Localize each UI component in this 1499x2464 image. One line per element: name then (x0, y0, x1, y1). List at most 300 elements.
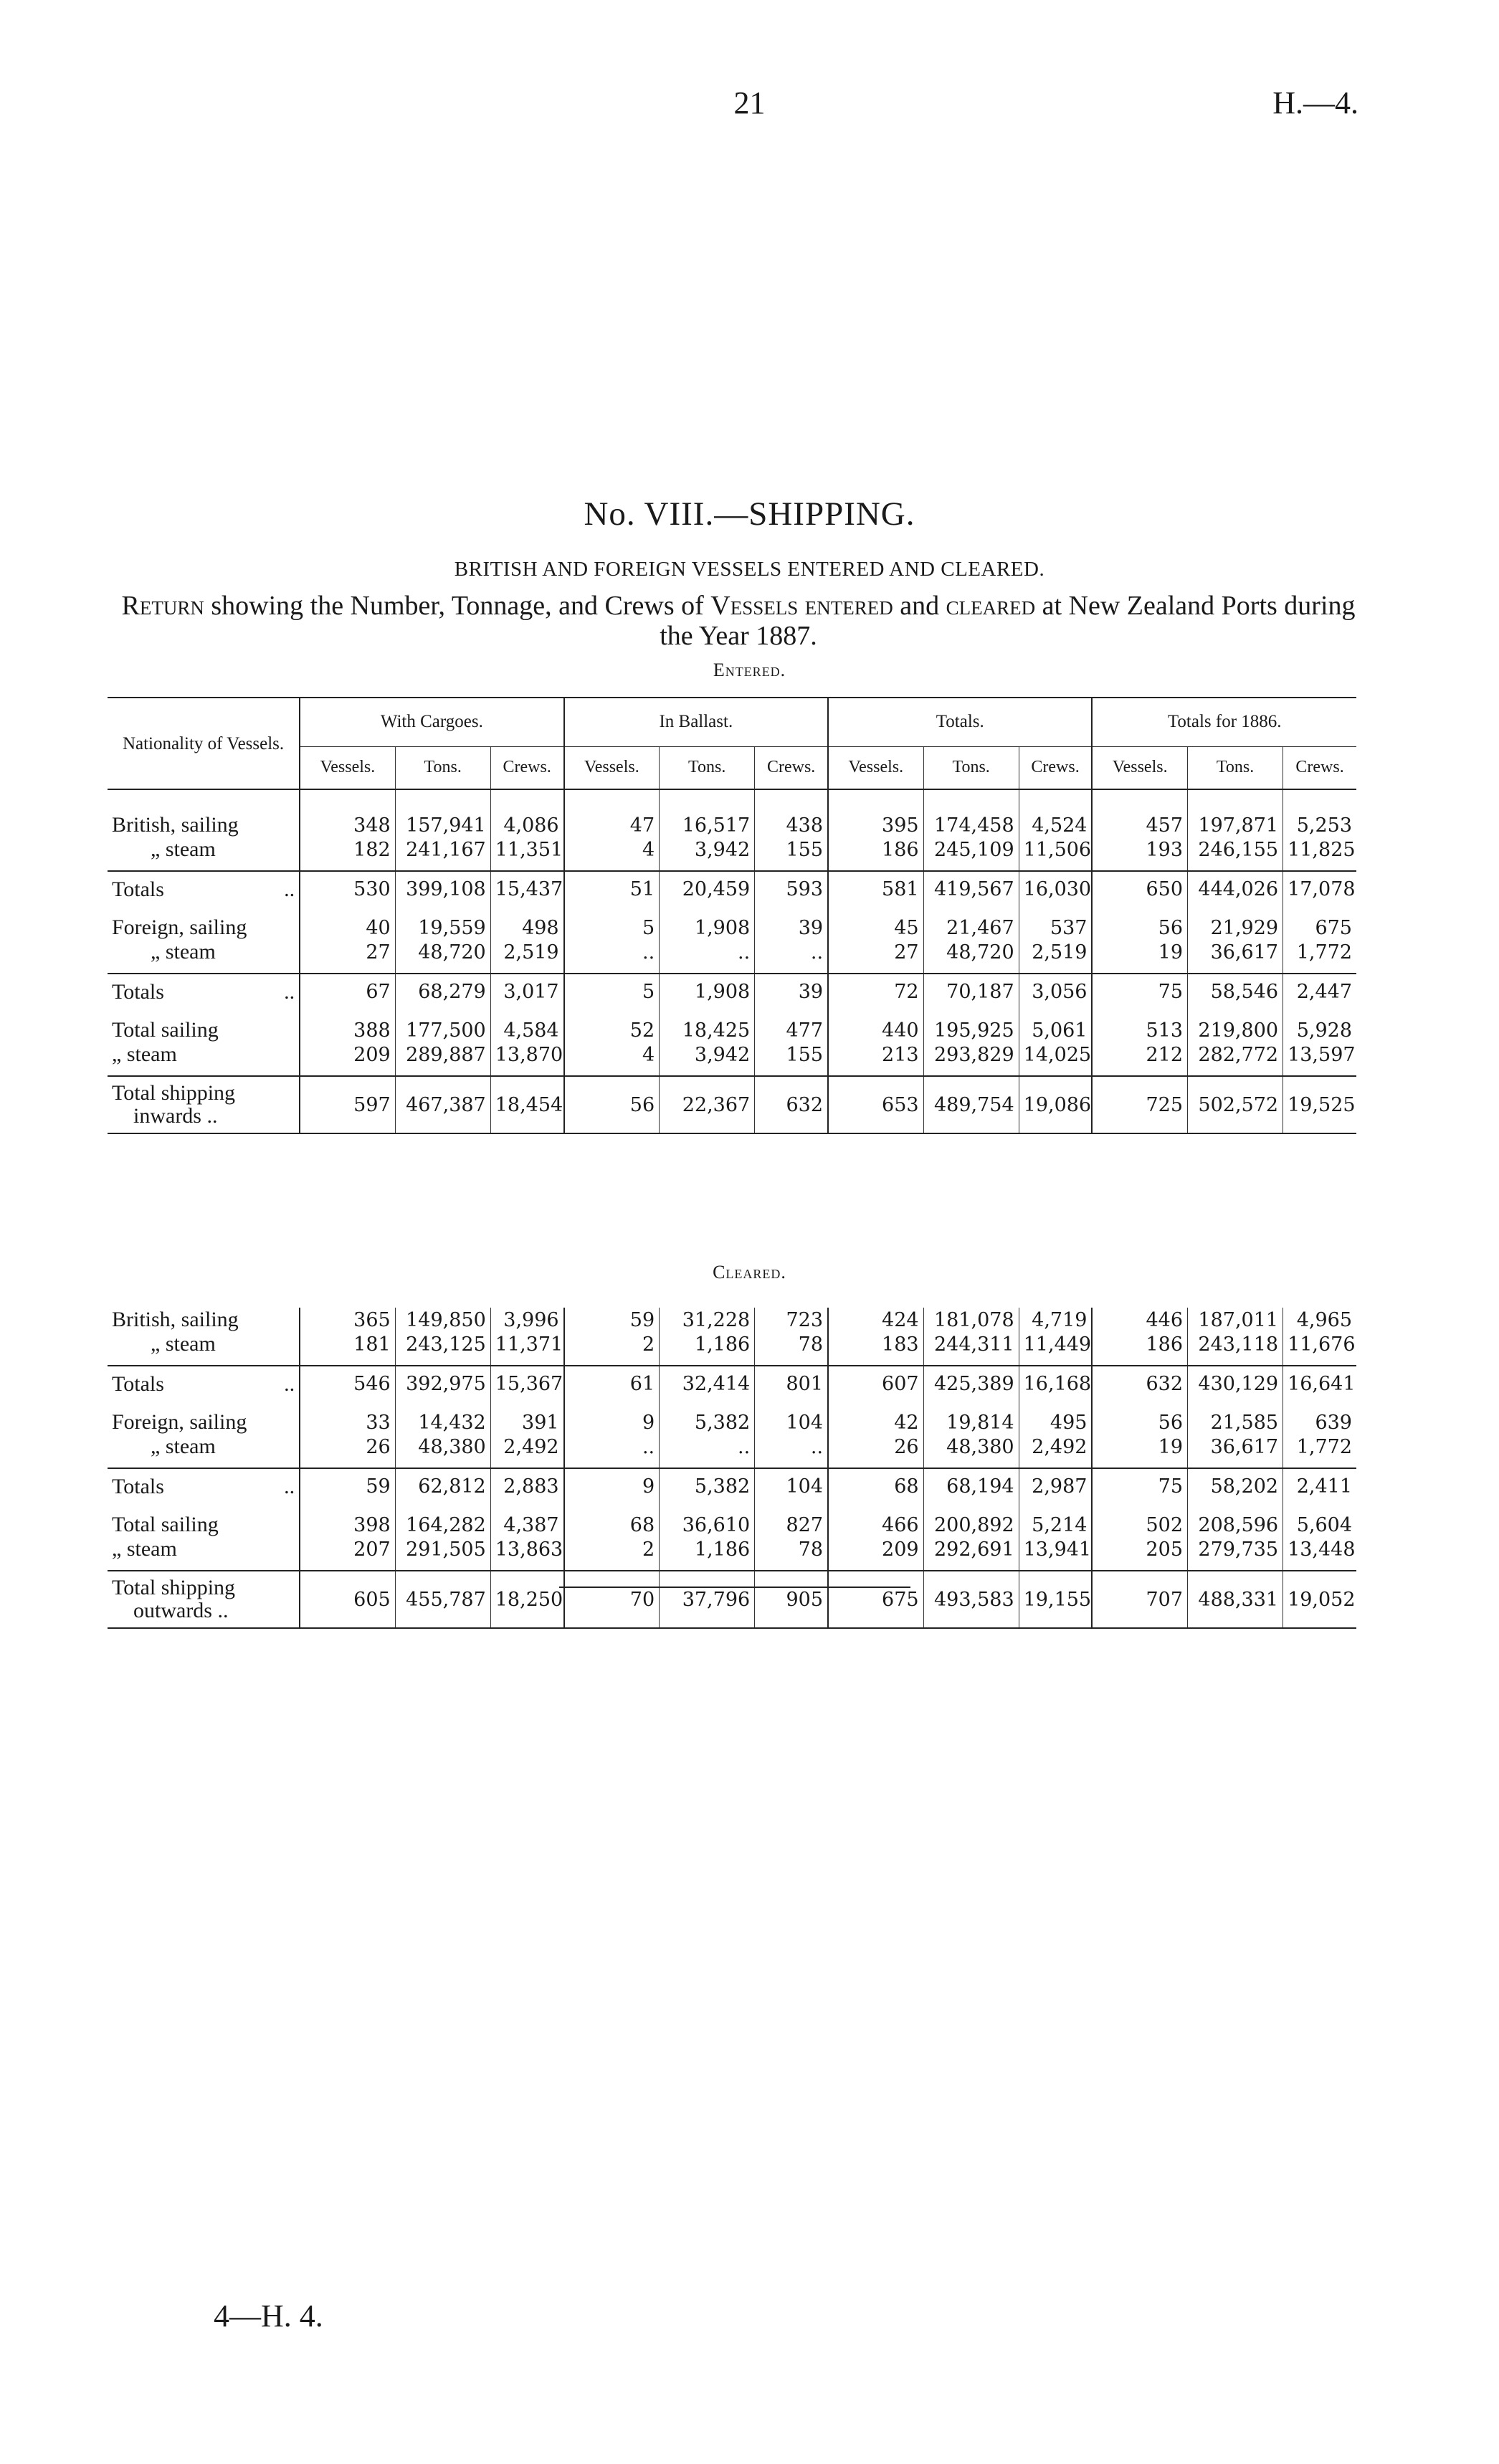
spacer-row (108, 1067, 1356, 1076)
sub-crews: Crews. (1019, 746, 1092, 789)
table-cell: 177,500 (395, 1018, 490, 1042)
table-cell: 19,559 (395, 915, 490, 940)
table-cell: 282,772 (1188, 1042, 1283, 1067)
sub-crews: Crews. (490, 746, 563, 789)
table-cell: 2,519 (490, 940, 563, 964)
group-totals-1886: Totals for 1886. (1092, 698, 1356, 746)
row-label: „ steam (112, 1537, 177, 1561)
table-cell: 68 (564, 1513, 660, 1537)
row-label-text: Totals (112, 979, 164, 1004)
spacer-row (108, 1402, 1356, 1410)
table-cell: 42 (828, 1410, 923, 1435)
page-title: No. VIII.—SHIPPING. (584, 495, 915, 533)
table-cell: 395 (828, 813, 923, 837)
table-cell: 289,887 (395, 1042, 490, 1067)
table-cell: 68 (828, 1468, 923, 1504)
table-cell: 489,754 (923, 1076, 1019, 1133)
table-cell: 14,432 (395, 1410, 490, 1435)
table-row (108, 837, 1356, 862)
table-cell: 477 (755, 1018, 828, 1042)
entered-table (108, 697, 1356, 1134)
table-cell: 675 (828, 1571, 923, 1628)
table-cell: 11,371 (490, 1332, 563, 1356)
table-cell: 181,078 (923, 1308, 1019, 1332)
table-cell: 48,380 (395, 1435, 490, 1459)
cleared-table (108, 1308, 1356, 1629)
row-label: Total sailing (112, 1018, 219, 1042)
table-cell: 2,519 (1019, 940, 1092, 964)
table-cell: 56 (564, 1076, 660, 1133)
table-cell: 70,187 (923, 974, 1019, 1009)
row-label (108, 974, 300, 1009)
table-cell: 13,448 (1283, 1537, 1356, 1561)
table-cell: 4,524 (1019, 813, 1092, 837)
table-cell: 22,367 (660, 1076, 755, 1133)
table-cell: 183 (828, 1332, 923, 1356)
table-cell: 155 (755, 837, 828, 862)
table-cell: 5,382 (660, 1468, 755, 1504)
table-cell: 18,425 (660, 1018, 755, 1042)
nationality-header: Nationality of Vessels. (108, 698, 300, 789)
return-cleared: cleared (946, 591, 1036, 621)
table-cell: 245,109 (923, 837, 1019, 862)
table-cell: 513 (1092, 1018, 1187, 1042)
table-cell: 58,202 (1188, 1468, 1283, 1504)
table-cell: 398 (300, 1513, 395, 1537)
table-cell: 78 (755, 1537, 828, 1561)
row-label-dots: .. (284, 1474, 295, 1498)
row-label: „ steam (112, 1042, 177, 1066)
table-cell: 26 (828, 1435, 923, 1459)
row-label-text: Totals (112, 877, 164, 901)
table-cell: 15,367 (490, 1366, 563, 1402)
table-cell: 195,925 (923, 1018, 1019, 1042)
table-cell: 13,941 (1019, 1537, 1092, 1561)
table-cell: 48,720 (395, 940, 490, 964)
table-cell: 70 (564, 1571, 660, 1628)
row-label-text: Totals (112, 1371, 164, 1396)
table-cell: 5,928 (1283, 1018, 1356, 1042)
table-cell: 581 (828, 871, 923, 907)
table-cell: 2,411 (1283, 1468, 1356, 1504)
table-cell: 18,250 (490, 1571, 563, 1628)
table-cell: 3,017 (490, 974, 563, 1009)
table-cell: 164,282 (395, 1513, 490, 1537)
table-cell: 19 (1092, 940, 1187, 964)
table-cell: 193 (1092, 837, 1187, 862)
table-cell: 5,061 (1019, 1018, 1092, 1042)
table-cell: 18,454 (490, 1076, 563, 1133)
table-cell: 13,597 (1283, 1042, 1356, 1067)
table-cell: 607 (828, 1366, 923, 1402)
table-cell: 20,459 (660, 871, 755, 907)
spacer-row (108, 862, 1356, 871)
table-cell: 200,892 (923, 1513, 1019, 1537)
table-cell: 208,596 (1188, 1513, 1283, 1537)
table-row (108, 1366, 1356, 1402)
sub-vessels: Vessels. (828, 746, 923, 789)
table-row (108, 1468, 1356, 1504)
table-cell: 19,086 (1019, 1076, 1092, 1133)
row-label-line1: Total shipping (112, 1576, 236, 1599)
page-number: 21 (733, 85, 766, 120)
table-cell: 725 (1092, 1076, 1187, 1133)
table-cell: 48,720 (923, 940, 1019, 964)
table-cell: 104 (755, 1468, 828, 1504)
table-cell: 33 (300, 1410, 395, 1435)
return-lead: Return (121, 591, 204, 621)
row-label: British, sailing (112, 813, 239, 837)
table-cell: 16,168 (1019, 1366, 1092, 1402)
table-cell: 419,567 (923, 871, 1019, 907)
table-cell: 498 (490, 915, 563, 940)
table-cell: 36,617 (1188, 1435, 1283, 1459)
table-row (108, 1410, 1356, 1435)
table-cell: 546 (300, 1366, 395, 1402)
table-cell: 639 (1283, 1410, 1356, 1435)
table-cell: 2,883 (490, 1468, 563, 1504)
section-rule (559, 1587, 910, 1588)
table-cell: 467,387 (395, 1076, 490, 1133)
table-cell: 37,796 (660, 1571, 755, 1628)
row-label-dots: .. (284, 979, 295, 1004)
spacer-row (108, 1009, 1356, 1018)
table-cell: 292,691 (923, 1537, 1019, 1561)
table-cell: 2,447 (1283, 974, 1356, 1009)
row-label: „ steam (151, 837, 216, 861)
table-cell: 723 (755, 1308, 828, 1332)
table-cell: 1,186 (660, 1537, 755, 1561)
spacer-row (108, 907, 1356, 915)
table-row (108, 1571, 1356, 1628)
table-cell: 1,772 (1283, 1435, 1356, 1459)
table-cell: 62,812 (395, 1468, 490, 1504)
table-cell: 9 (564, 1410, 660, 1435)
return-entered: Vessels entered (710, 591, 893, 621)
table-cell: 181 (300, 1332, 395, 1356)
table-cell: 27 (300, 940, 395, 964)
table-cell: 446 (1092, 1308, 1187, 1332)
table-cell: 11,449 (1019, 1332, 1092, 1356)
table-cell: 605 (300, 1571, 395, 1628)
table-cell: 2,492 (1019, 1435, 1092, 1459)
group-with-cargoes: With Cargoes. (300, 698, 563, 746)
table-cell: 182 (300, 837, 395, 862)
sub-tons: Tons. (1188, 746, 1283, 789)
spacer-row (108, 1356, 1356, 1366)
table-cell: 2 (564, 1332, 660, 1356)
table-cell: 155 (755, 1042, 828, 1067)
table-row (108, 1308, 1356, 1332)
table-cell: 207 (300, 1537, 395, 1561)
table-cell: 4,719 (1019, 1308, 1092, 1332)
table-cell: 905 (755, 1571, 828, 1628)
table-cell: 14,025 (1019, 1042, 1092, 1067)
row-label (108, 1468, 300, 1504)
table-cell: 365 (300, 1308, 395, 1332)
table-cell: 51 (564, 871, 660, 907)
table-cell: 19,052 (1283, 1571, 1356, 1628)
row-label-line2: outwards .. (133, 1599, 229, 1622)
table-cell: 32,414 (660, 1366, 755, 1402)
table-cell: 186 (828, 837, 923, 862)
table-cell: 48,380 (923, 1435, 1019, 1459)
table-cell: 4 (564, 1042, 660, 1067)
table-cell: 293,829 (923, 1042, 1019, 1067)
table-cell: 707 (1092, 1571, 1187, 1628)
table-cell: 502 (1092, 1513, 1187, 1537)
table-cell: 4,387 (490, 1513, 563, 1537)
table-cell: 19,525 (1283, 1076, 1356, 1133)
table-cell: 597 (300, 1076, 395, 1133)
table-cell: 279,735 (1188, 1537, 1283, 1561)
table-cell: 219,800 (1188, 1018, 1283, 1042)
spacer-row (108, 964, 1356, 974)
table-cell: 16,517 (660, 813, 755, 837)
table-cell: 430,129 (1188, 1366, 1283, 1402)
table-cell: 3,996 (490, 1308, 563, 1332)
table-cell: 174,458 (923, 813, 1019, 837)
table-cell: 67 (300, 974, 395, 1009)
table-cell: 246,155 (1188, 837, 1283, 862)
table-cell: 27 (828, 940, 923, 964)
table-cell: 827 (755, 1513, 828, 1537)
page-reference: H.—4. (1272, 85, 1358, 120)
table-cell: 1,772 (1283, 940, 1356, 964)
table-cell: 243,125 (395, 1332, 490, 1356)
table-cell: 11,676 (1283, 1332, 1356, 1356)
table-cell: 61 (564, 1366, 660, 1402)
table-cell: 675 (1283, 915, 1356, 940)
sub-vessels: Vessels. (300, 746, 395, 789)
table-cell: 5,253 (1283, 813, 1356, 837)
sub-tons: Tons. (923, 746, 1019, 789)
table-cell: 5 (564, 974, 660, 1009)
row-label: „ steam (151, 940, 216, 964)
table-cell: 39 (755, 915, 828, 940)
table-cell: 186 (1092, 1332, 1187, 1356)
table-cell: 4,584 (490, 1018, 563, 1042)
table-cell: 3,056 (1019, 974, 1092, 1009)
table-row (108, 974, 1356, 1009)
table-cell: 21,585 (1188, 1410, 1283, 1435)
row-label: „ steam (151, 1332, 216, 1356)
table-cell: 19 (1092, 1435, 1187, 1459)
table-row (108, 1018, 1356, 1042)
table-cell: 104 (755, 1410, 828, 1435)
table-cell: 59 (300, 1468, 395, 1504)
row-label (108, 1366, 300, 1402)
table-cell: 495 (1019, 1410, 1092, 1435)
table-cell: 157,941 (395, 813, 490, 837)
table-row (108, 871, 1356, 907)
table-cell: 205 (1092, 1537, 1187, 1561)
table-cell: 40 (300, 915, 395, 940)
table-cell: 9 (564, 1468, 660, 1504)
table-cell: 632 (755, 1076, 828, 1133)
group-in-ballast: In Ballast. (564, 698, 828, 746)
table-cell: 11,351 (490, 837, 563, 862)
table-cell: 593 (755, 871, 828, 907)
table-cell: 56 (1092, 1410, 1187, 1435)
table-cell: 4 (564, 837, 660, 862)
table-cell: 440 (828, 1018, 923, 1042)
table-cell: 2,987 (1019, 1468, 1092, 1504)
table-cell: 13,870 (490, 1042, 563, 1067)
row-label: Foreign, sailing (112, 1410, 247, 1434)
table-cell: 488,331 (1188, 1571, 1283, 1628)
table-cell: 213 (828, 1042, 923, 1067)
table-cell: 455,787 (395, 1571, 490, 1628)
table-cell: 209 (828, 1537, 923, 1561)
table-cell: 21,929 (1188, 915, 1283, 940)
table-cell: 241,167 (395, 837, 490, 862)
sub-tons: Tons. (395, 746, 490, 789)
sub-vessels: Vessels. (1092, 746, 1187, 789)
table-cell: 16,030 (1019, 871, 1092, 907)
table-cell: .. (660, 940, 755, 964)
table-cell: 21,467 (923, 915, 1019, 940)
table-cell: 13,863 (490, 1537, 563, 1561)
row-label: Foreign, sailing (112, 915, 247, 939)
table-cell: 11,825 (1283, 837, 1356, 862)
table-cell: 348 (300, 813, 395, 837)
row-label (108, 1076, 300, 1133)
table-cell: 15,437 (490, 871, 563, 907)
table-cell: 244,311 (923, 1332, 1019, 1356)
table-cell: 388 (300, 1018, 395, 1042)
table-cell: 4,965 (1283, 1308, 1356, 1332)
table-row (108, 915, 1356, 940)
row-label: British, sailing (112, 1308, 239, 1331)
sub-tons: Tons. (660, 746, 755, 789)
return-description (115, 591, 1362, 651)
table-cell: 1,186 (660, 1332, 755, 1356)
table-cell: 149,850 (395, 1308, 490, 1332)
table-cell: 59 (564, 1308, 660, 1332)
row-label-dots: .. (284, 877, 295, 901)
row-label (108, 1571, 300, 1628)
return-and: and (893, 591, 946, 621)
table-cell: 424 (828, 1308, 923, 1332)
table-cell: 187,011 (1188, 1308, 1283, 1332)
table-cell: 26 (300, 1435, 395, 1459)
spacer-row (108, 1504, 1356, 1513)
table-cell: 243,118 (1188, 1332, 1283, 1356)
table-row (108, 1537, 1356, 1561)
cleared-section-title: Cleared. (713, 1262, 786, 1283)
row-label: „ steam (151, 1435, 216, 1458)
table-cell: .. (755, 940, 828, 964)
table-cell: 212 (1092, 1042, 1187, 1067)
table-row (108, 813, 1356, 837)
return-tail: at New Zealand Ports during the Year 1887. (660, 591, 1356, 651)
table-cell: 11,506 (1019, 837, 1092, 862)
table-cell: 425,389 (923, 1366, 1019, 1402)
row-label-line2: inwards .. (133, 1104, 218, 1128)
table-cell: 78 (755, 1332, 828, 1356)
spacer-row (108, 1561, 1356, 1571)
table-row (108, 940, 1356, 964)
table-cell: 72 (828, 974, 923, 1009)
table-cell: 5,382 (660, 1410, 755, 1435)
table-cell: 650 (1092, 871, 1187, 907)
table-cell: 75 (1092, 974, 1187, 1009)
table-cell: 47 (564, 813, 660, 837)
table-cell: 502,572 (1188, 1076, 1283, 1133)
row-label: Total sailing (112, 1513, 219, 1536)
table-cell: 530 (300, 871, 395, 907)
table-cell: 19,155 (1019, 1571, 1092, 1628)
table-cell: 75 (1092, 1468, 1187, 1504)
table-cell: 391 (490, 1410, 563, 1435)
table-cell: 1,908 (660, 915, 755, 940)
spacer-row (108, 789, 1356, 813)
table-cell: 36,617 (1188, 940, 1283, 964)
table-cell: 5 (564, 915, 660, 940)
table-cell: 438 (755, 813, 828, 837)
table-cell: 2 (564, 1537, 660, 1561)
page-subtitle: BRITISH AND FOREIGN VESSELS ENTERED AND CLEARED. (454, 558, 1045, 581)
table-row (108, 1332, 1356, 1356)
sub-crews: Crews. (1283, 746, 1356, 789)
table-cell: 5,214 (1019, 1513, 1092, 1537)
table-cell: 537 (1019, 915, 1092, 940)
return-text-1: showing the Number, Tonnage, and Crews of (204, 591, 711, 621)
table-cell: .. (660, 1435, 755, 1459)
row-label-line1: Total shipping (112, 1081, 236, 1105)
table-cell: 444,026 (1188, 871, 1283, 907)
row-label-dots: .. (284, 1371, 295, 1396)
row-label-text: Totals (112, 1474, 164, 1498)
table-cell: .. (564, 1435, 660, 1459)
table-cell: 19,814 (923, 1410, 1019, 1435)
table-cell: 3,942 (660, 1042, 755, 1067)
table-cell: 39 (755, 974, 828, 1009)
table-cell: 209 (300, 1042, 395, 1067)
table-cell: 36,610 (660, 1513, 755, 1537)
table-cell: 3,942 (660, 837, 755, 862)
table-cell: 466 (828, 1513, 923, 1537)
sub-crews: Crews. (755, 746, 828, 789)
table-cell: 52 (564, 1018, 660, 1042)
table-row (108, 1435, 1356, 1459)
table-cell: 632 (1092, 1366, 1187, 1402)
table-row (108, 1513, 1356, 1537)
table-cell: 801 (755, 1366, 828, 1402)
table-cell: 56 (1092, 915, 1187, 940)
entered-section-title: Entered. (713, 660, 786, 680)
table-row (108, 1042, 1356, 1067)
table-cell: 68,279 (395, 974, 490, 1009)
page-footer: 4—H. 4. (214, 2298, 323, 2334)
table-row (108, 1076, 1356, 1133)
table-cell: 2,492 (490, 1435, 563, 1459)
sub-vessels: Vessels. (564, 746, 660, 789)
table-cell: 392,975 (395, 1366, 490, 1402)
table-cell: 58,546 (1188, 974, 1283, 1009)
table-cell: 4,086 (490, 813, 563, 837)
row-label (108, 871, 300, 907)
table-cell: 45 (828, 915, 923, 940)
table-cell: 17,078 (1283, 871, 1356, 907)
table-cell: 5,604 (1283, 1513, 1356, 1537)
table-cell: 16,641 (1283, 1366, 1356, 1402)
table-cell: .. (564, 940, 660, 964)
table-cell: 457 (1092, 813, 1187, 837)
table-cell: 493,583 (923, 1571, 1019, 1628)
spacer-row (108, 1459, 1356, 1468)
